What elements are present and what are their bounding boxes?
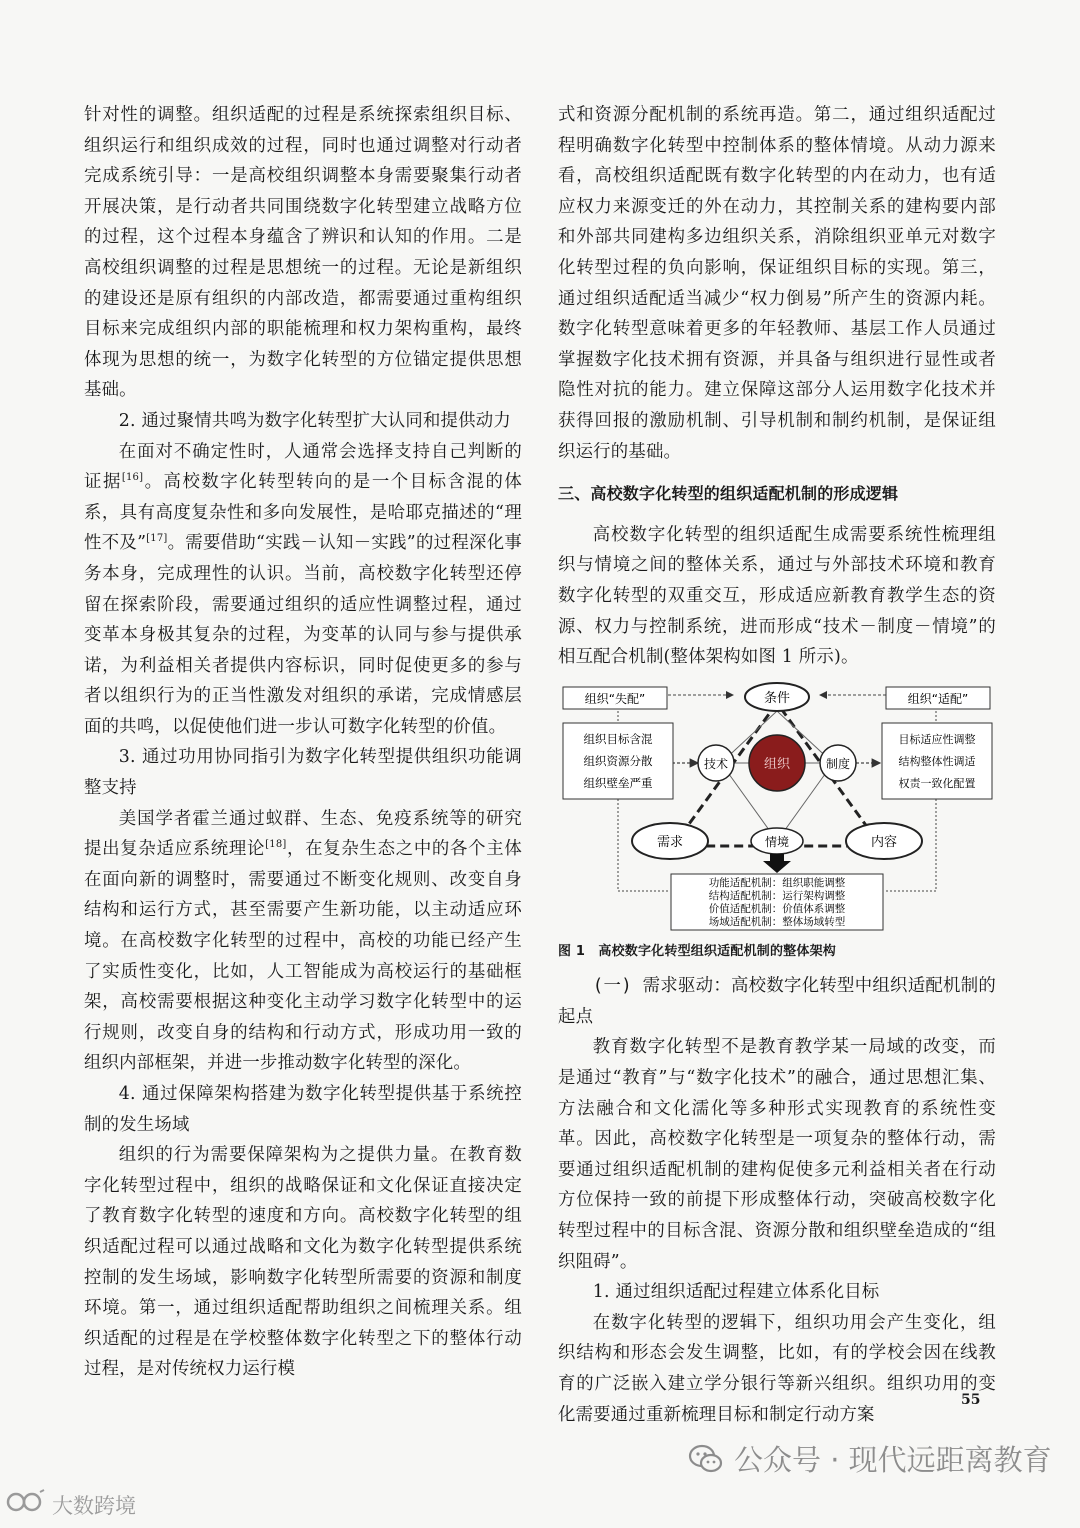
watermark-brand	[6, 1488, 136, 1521]
node-content-label: 内容	[870, 834, 898, 850]
watermark-wechat	[688, 1438, 1052, 1479]
left-heading-2: 2. 通过聚情共鸣为数字化转型扩大认同和提供动力	[118, 410, 511, 431]
mechanism-line-4: 场域适配机制：整体场域转型	[708, 915, 846, 928]
right-column	[558, 100, 996, 1430]
node-demand-label: 需求	[656, 834, 684, 850]
fit-line-2: 结构整体性调适	[898, 754, 976, 768]
citation-18: [18]	[265, 839, 287, 851]
page-number: 55	[961, 1392, 981, 1408]
watermark-wechat-text: 公众号 · 现代远距离教育	[734, 1443, 1052, 1477]
misfit-line-2: 组织资源分散	[583, 753, 653, 768]
left-paragraph-4: 组织的行为需要保障架构为之提供力量。在教育数字化转型过程中，组织的战略保证和文化保证直接决定了教育数字化转型的速度和方向。高校数字化转型的组织适配过程可以通过战略和文化为数字化转型提供系统控制的发生场域，影响数字化转型所需要的资源和制度环境。第一，通过组织适配帮助组织之间梳理关系。组织适配的过程是在学校整体数字化转型之下的整体行动过程，是对传统权力运行模	[84, 1145, 522, 1380]
left-paragraph-2-a: 在面对不确定性时，人通常会选择支持自己判断的证据	[84, 441, 522, 493]
node-system-label: 制度	[825, 756, 851, 771]
fit-line-3: 权责一致化配置	[898, 776, 976, 790]
subsection-heading: (一) 需求驱动：高校数字化转型中组织适配机制的起点	[558, 976, 996, 1027]
figure-caption: 图 1 高校数字化转型组织适配机制的整体架构	[558, 943, 836, 959]
left-heading-3: 3. 通过功用协同指引为数字化转型提供组织功能调整支持	[84, 747, 522, 799]
architecture-diagram	[558, 681, 996, 931]
misfit-line-3: 组织壁垒严重	[583, 775, 653, 790]
left-paragraph-3-b: ，在复杂生态之中的各个主体在面向新的调整时，需要通过不断变化规则、改变自身结构和运行方式，甚至需要产生新功能，以主动适应环境。在高校数字化转型的过程中，高校的功能已经产生了实质性变化，比如，人工智能成为高校运行的基础框架，高校需要根据这种变化主动学习数字化转型中的运行规则，改变自身的结构和行动方式，形成功用一致的组织内部框架，并进一步推动数字化转型的深化。	[84, 839, 522, 1074]
node-technology-label: 技术	[703, 756, 729, 771]
right-heading-1: 1. 通过组织适配过程建立体系化目标	[592, 1282, 880, 1303]
left-paragraph-1: 针对性的调整。组织适配的过程是系统探索组织目标、组织运行和组织成效的过程，同时也通过调整对行动者完成系统引导：一是高校组织调整本身需要聚集行动者开展决策，是行动者共同围绕数字化转型建立战略方位的过程，这个过程本身蕴含了辨识和认知的作用。二是高校组织调整的过程是思想统一的过程。无论是新组织的建设还是原有组织的内部改造，都需要通过重构组织目标来完成组织内部的职能梳理和权力架构重构，最终体现为思想的统一，为数字化转型的方位锚定提供思想基础。	[84, 105, 522, 401]
mechanism-line-3: 价值适配机制：价值体系调整	[708, 902, 846, 915]
fit-line-1: 目标适应性调整	[898, 732, 976, 746]
left-heading-4: 4. 通过保障架构搭建为数字化转型提供基于系统控制的发生场域	[84, 1084, 522, 1135]
left-column	[84, 100, 522, 1385]
node-condition-label: 条件	[763, 690, 791, 706]
right-paragraph-4: 在数字化转型的逻辑下，组织功用会产生变化，组织结构和形态会发生调整，比如，有的学校会因在线教育的广泛嵌入建立学分银行等新兴组织。组织功用的变化需要通过重新梳理目标和制定行动方案	[558, 1312, 996, 1425]
misfit-title: 组织“失配”	[584, 691, 646, 706]
left-paragraph-2	[84, 437, 522, 743]
citation-16: [16]	[121, 472, 144, 484]
fit-title: 组织“适配”	[907, 691, 969, 706]
left-paragraph-2-b: 。高校数字化转型转向的是一个目标含混的体系，具有高度复杂性和多向发展性，是哈耶克描述的“理性不及”	[84, 472, 522, 554]
figure-1	[558, 681, 996, 931]
down-arrow-icon	[763, 854, 791, 873]
left-paragraph-3-a: 美国学者霍兰通过蚁群、生态、免疫系统等的研究提出复杂适应系统理论	[84, 808, 522, 860]
citation-17: [17]	[146, 533, 168, 545]
wechat-icon	[688, 1444, 724, 1474]
watermark-brand-text: 大数跨境	[52, 1493, 136, 1518]
misfit-line-1: 组织目标含混	[583, 731, 653, 746]
node-organization-label: 组织	[763, 756, 791, 772]
right-paragraph-3: 教育数字化转型不是教育教学某一局域的改变，而是通过“教育”与“数字化技术”的融合，通过思想汇集、方法融合和文化濡化等多种形式实现教育的系统性变革。因此，高校数字化转型是一项复杂的整体行动，需要通过组织适配机制的建构促使多元利益相关者在行动方位保持一致的前提下形成整体行动，突破高校数字化转型过程中的目标含混、资源分散和组织壁垒造成的“组织阻碍”。	[558, 1037, 996, 1272]
brand-logo-icon	[6, 1488, 46, 1521]
right-paragraph-1: 式和资源分配机制的系统再造。第二，通过组织适配过程明确数字化转型中控制体系的整体情境。从动力源来看，高校组织适配既有数字化转型的内在动力，也有适应权力来源变迁的外在动力，其控制关系的建构要内部和外部共同建构多边组织关系，消除组织亚单元对数字化转型过程的负向影响，保证组织目标的实现。第三，通过组织适配适当减少“权力倒易”所产生的资源内耗。数字化转型意味着更多的年轻教师、基层工作人员通过掌握数字化技术拥有资源，并具备与组织进行显性或者隐性对抗的能力。建立保障这部分人运用数字化技术并获得回报的激励机制、引导机制和制约机制，是保证组织运行的基础。	[558, 105, 996, 462]
left-paragraph-2-c: 。需要借助“实践－认知－实践”的过程深化事务本身，完成理性的认识。当前，高校数字化转型还停留在探索阶段，需要通过组织的适应性调整过程，通过变革本身极其复杂的过程，为变革的认同与参与提供承诺，为利益相关者提供内容标识，同时促使更多的参与者以组织行为的正当性激发对组织的承诺，完成情感层面的共鸣，以促使他们进一步认可数字化转型的价值。	[84, 533, 522, 737]
mechanism-line-2: 结构适配机制：运行架构调整	[708, 889, 846, 902]
section-heading: 三、高校数字化转型的组织适配机制的形成逻辑	[558, 484, 899, 504]
mechanism-line-1: 功能适配机制：组织职能调整	[708, 876, 846, 889]
right-paragraph-2: 高校数字化转型的组织适配生成需要系统性梳理组织与情境之间的整体关系，通过与外部技术环境和教育数字化转型的双重交互，形成适应新教育教学生态的资源、权力与控制系统，进而形成“技术－制度－情境”的相互配合机制(整体架构如图 1 所示)。	[558, 524, 996, 668]
left-paragraph-3	[84, 804, 522, 1079]
node-context-label: 情境	[764, 834, 790, 849]
